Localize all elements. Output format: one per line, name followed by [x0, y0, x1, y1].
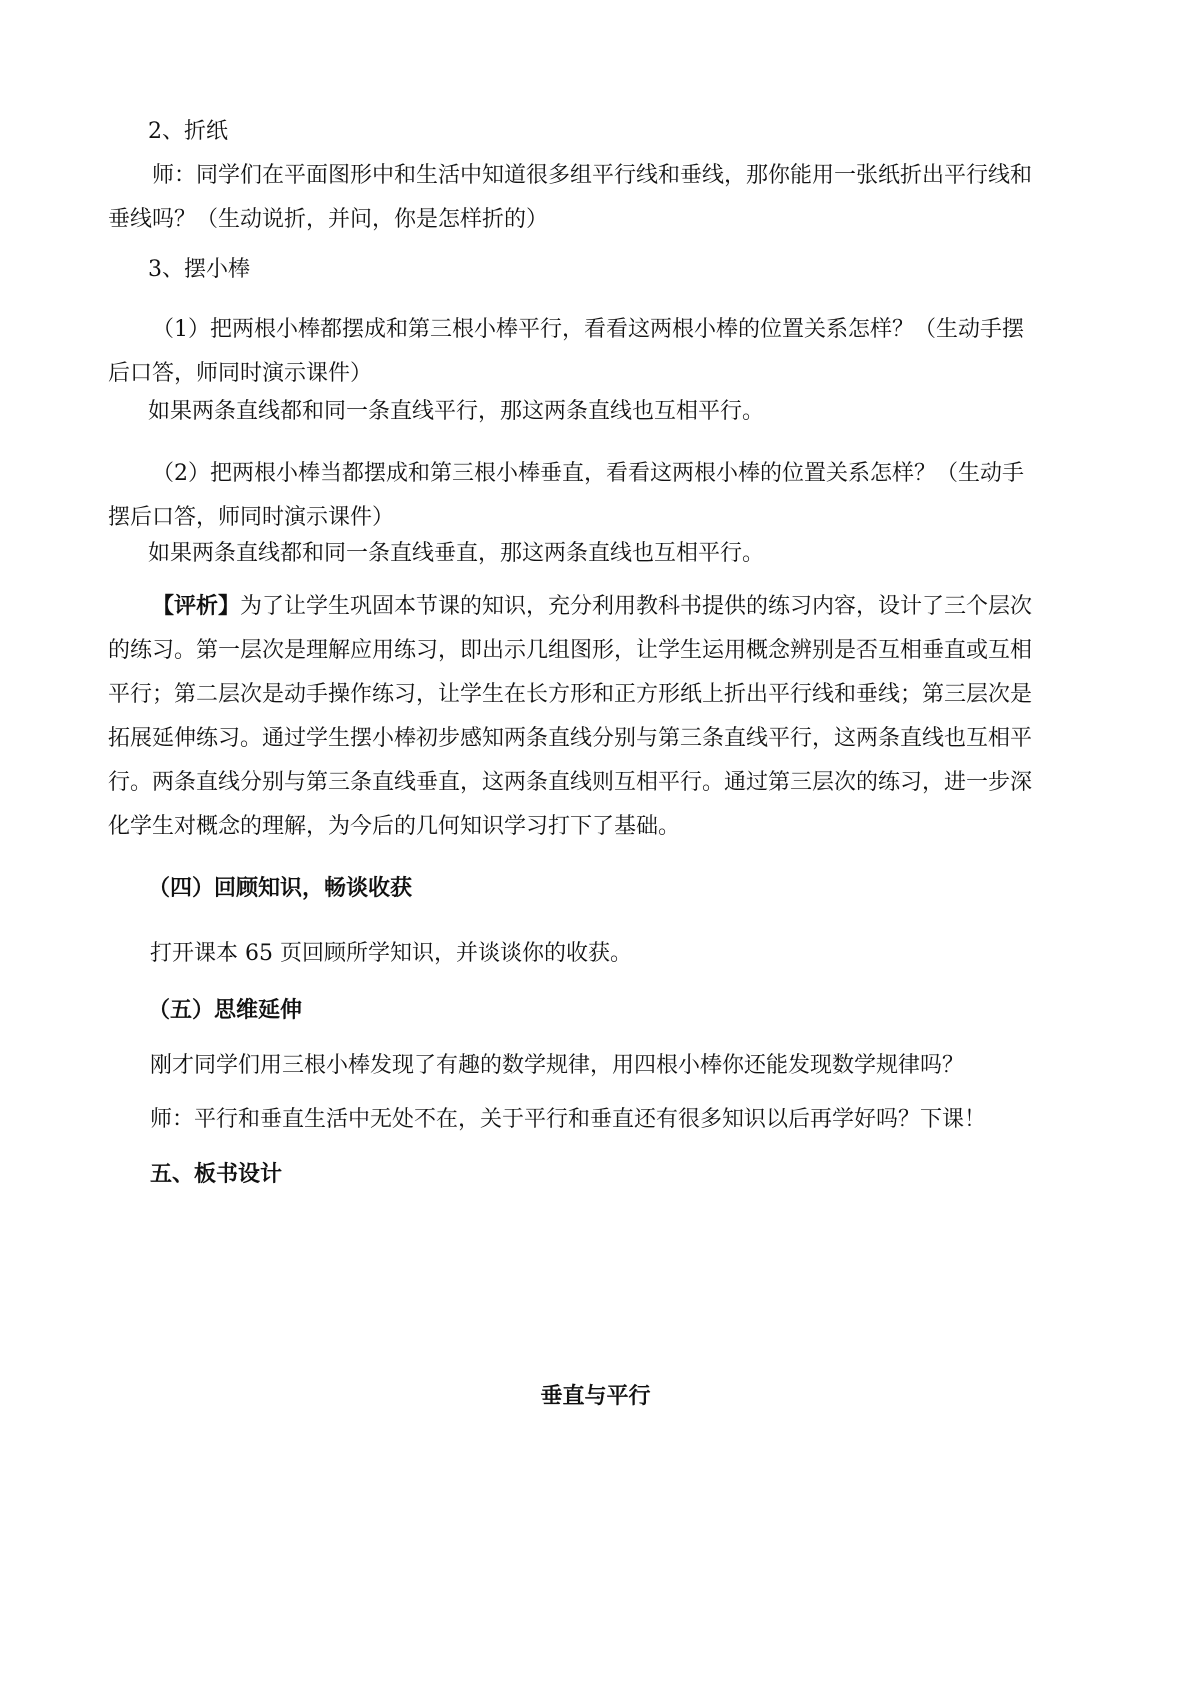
- analysis-label: 【评析】: [152, 593, 241, 619]
- section-3-item-1: （1）把两根小棒都摆成和第三根小棒平行，看看这两根小棒的位置关系怎样？（生动手摆后口答，师同时演示课件）: [108, 317, 1025, 386]
- analysis-text: 为了让学生巩固本节课的知识，充分利用教科书提供的练习内容，设计了三个层次的练习。第一层次是理解应用练习，即出示几组图形，让学生运用概念辨别是否互相垂直或互相平行；第二层次是动手操作练习，让学生在长方形和正方形纸上折出平行线和垂线；第三层次是拓展延伸练习。通过学生摆小棒初步感知两条直线分别与第三条直线平行，这两条直线也互相平行。两条直线分别与第三条直线垂直，这两条直线则互相平行。通过第三层次的练习，进一步深化学生对概念的理解，为今后的几何知识学习打下了基础。: [108, 594, 1033, 839]
- part-4-heading: （四）回顾知识，畅谈收获: [148, 875, 413, 901]
- section-3-item-1-conclusion: 如果两条直线都和同一条直线平行，那这两条直线也互相平行。: [148, 399, 765, 424]
- section-2-teacher-paragraph: 师：同学们在平面图形中和生活中知道很多组平行线和垂线，那你能用一张纸折出平行线和垂线吗？（生动说折，并问，你是怎样折的）: [108, 163, 1033, 232]
- section-3-item-2-conclusion: 如果两条直线都和同一条直线垂直，那这两条直线也互相平行。: [148, 541, 765, 566]
- analysis-paragraph: [108, 584, 1038, 849]
- part-4-text: 打开课本 65 页回顾所学知识，并谈谈你的收获。: [150, 941, 632, 966]
- part-5-text-1: 刚才同学们用三根小棒发现了有趣的数学规律，用四根小棒你还能发现数学规律吗？: [150, 1053, 965, 1078]
- section-2-heading: 2、折纸: [148, 119, 228, 144]
- section-3-item-2: （2）把两根小棒当都摆成和第三根小棒垂直，看看这两根小棒的位置关系怎样？（生动手摆后口答，师同时演示课件）: [108, 461, 1025, 530]
- part-5-text-2: 师：平行和垂直生活中无处不在，关于平行和垂直还有很多知识以后再学好吗？下课！: [150, 1107, 987, 1132]
- part-5-heading: （五）思维延伸: [148, 997, 303, 1023]
- board-title: 垂直与平行: [540, 1383, 651, 1409]
- section-3-heading: 3、摆小棒: [148, 257, 250, 282]
- board-design-heading: 五、板书设计: [150, 1161, 283, 1187]
